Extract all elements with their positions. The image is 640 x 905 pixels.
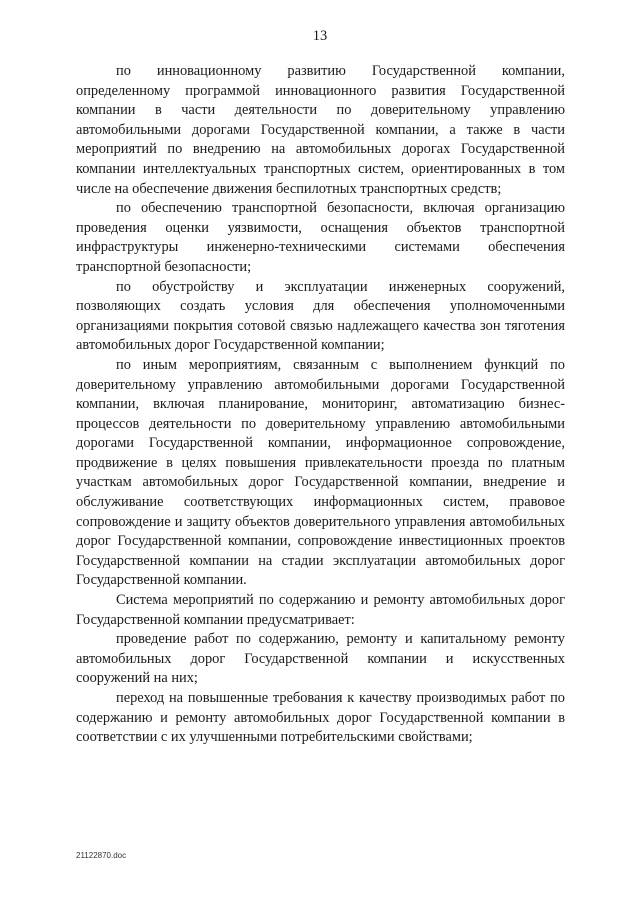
document-body [76,62,565,748]
document-filename-footer: 21122870.doc [76,851,127,860]
paragraph: по обеспечению транспортной безопасности, включая организацию проведения оценки уязвимости, оснащения объектов транспортной инфраструктуры инженерно-техническими системами обеспечения транспортной безопасности; [76,200,565,275]
paragraph: проведение работ по содержанию, ремонту и капитальному ремонту автомобильных дорог Государственной компании и искусственных сооружений на них; [76,631,565,687]
paragraph: переход на повышенные требования к качеству производимых работ по содержанию и ремонту автомобильных дорог Государственной компании в соответствии с их улучшенными потребительскими свойствами; [76,690,565,746]
paragraph: по обустройству и эксплуатации инженерных сооружений, позволяющих создать условия для обеспечения уполномоченными организациями покрытия сотовой связью надлежащего качества зон тяготения автомобильных дорог Государственной компании; [76,278,565,354]
paragraph: Система мероприятий по содержанию и ремонту автомобильных дорог Государственной компании предусматривает: [76,592,565,628]
page-number: 13 [312,28,328,44]
paragraph: по иным мероприятиям, связанным с выполнением функций по доверительному управлению автомобильными дорогами Государственной компании, включая планирование, мониторинг, автоматизацию бизнес-процессов деятельности по доверительному управлению автомобильными дорогами Государственной компании, информационное сопровождение, продвижение в целях повышения привлекательности проезда по платным участкам автомобильных дорог Государственной компании, внедрение и обслуживание соответствующих информационных систем, правовое сопровождение и защиту объектов доверительного управления автомобильных дорог Государственной компании, сопровождение инвестиционных проектов Государственной компании на стадии эксплуатации автомобильных дорог Государственной компании. [76,356,565,589]
paragraph: по инновационному развитию Государственной компании, определенному программой инновационного развития Государственной компании в части деятельности по доверительному управлению автомобильными дорогами Государственной компании, а также в части мероприятий по внедрению на автомобильных дорогах Государственной компании интеллектуальных транспортных систем, ориентированных в том числе на обеспечение движения беспилотных транспортных средств; [76,63,565,197]
